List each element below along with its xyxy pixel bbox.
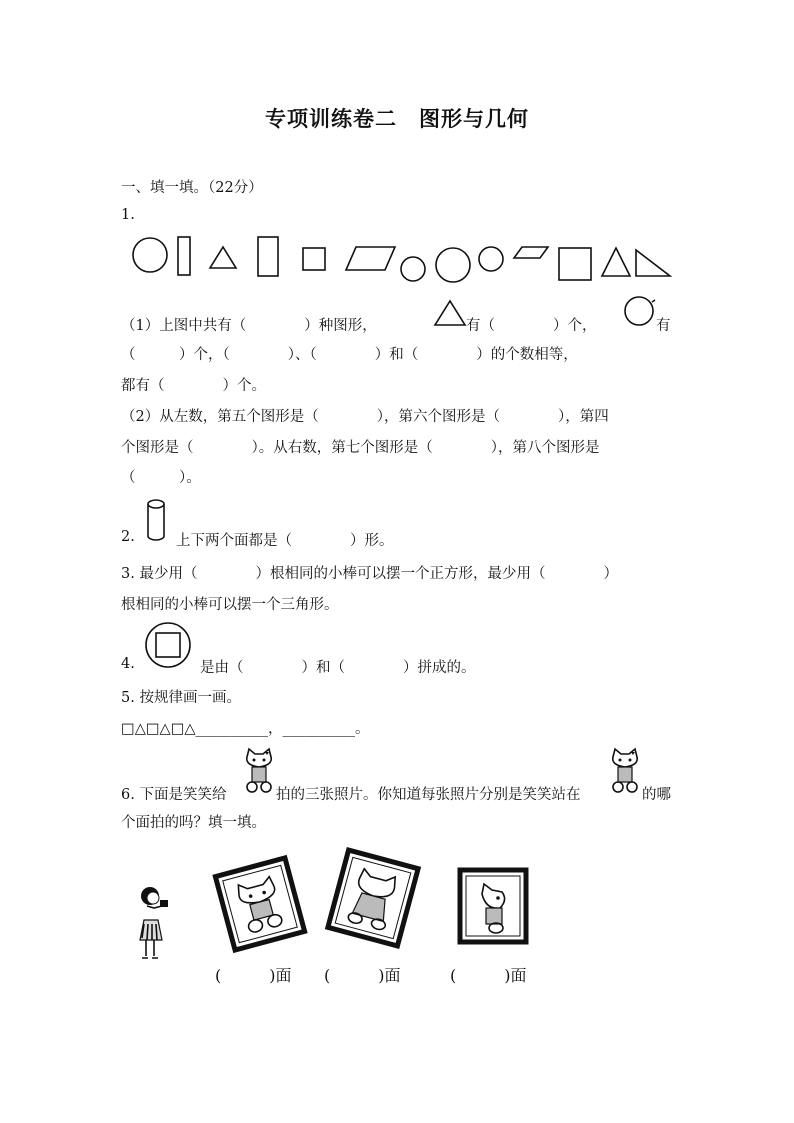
square-shape — [559, 248, 591, 280]
photo-front-view — [210, 854, 310, 954]
pattern-sequence: □△□△□△__________，__________。 — [121, 721, 370, 737]
question-5-text: 5. 按规律画一画。 — [121, 690, 241, 706]
q1-part2-text: （2）从左数，第五个图形是（ ），第六个图形是（ ），第四 — [121, 409, 609, 425]
cylinder-icon — [144, 498, 168, 544]
shapes-row — [0, 232, 794, 292]
circle-icon — [622, 294, 658, 330]
rectangle-shape — [258, 237, 278, 276]
q1-part1-text: （1）上图中共有（ ）种图形， — [121, 318, 377, 334]
q1-part1-text: 有 — [656, 318, 671, 334]
question-2-number: 2. — [121, 529, 135, 545]
circle-shape — [133, 238, 167, 272]
answer-blank-1[interactable]: ( )面 — [215, 966, 292, 985]
q1-part1-text: 有（ ）个， — [466, 318, 597, 334]
triangle-icon — [432, 298, 468, 328]
photo-side-view — [456, 866, 530, 946]
photo-back-view — [323, 846, 423, 950]
circle-shape — [436, 248, 470, 282]
right-triangle-shape — [636, 250, 670, 276]
triangle-shape — [210, 247, 236, 268]
triangle-shape — [602, 248, 630, 276]
question-1-number: 1. — [121, 207, 135, 223]
q1-part1-text: 都有（ ）个。 — [121, 378, 266, 394]
question-6-text: 6. 下面是笑笑给 — [121, 787, 227, 803]
question-4-text: 是由（ ）和（ ）拼成的。 — [200, 660, 476, 676]
parallelogram-shape — [514, 247, 548, 258]
cat-toy-icon — [243, 747, 275, 795]
q1-part1-text: （ ）个，（ ）、（ ）和（ ）的个数相等， — [121, 347, 578, 363]
question-6-text: 拍的三张照片。你知道每张照片分别是笑笑站在 — [276, 787, 581, 803]
question-6-text: 的哪 — [642, 787, 671, 803]
q1-part2-text: （ ）。 — [121, 470, 201, 486]
parallelogram-shape — [346, 247, 395, 270]
square-shape — [303, 248, 325, 270]
circle-shape — [401, 257, 425, 281]
answer-blank-3[interactable]: ( )面 — [450, 966, 527, 985]
circle-with-square-icon — [144, 621, 192, 669]
girl-with-camera-icon — [134, 884, 178, 964]
section-heading: 一、填一填。（22分） — [121, 180, 263, 196]
answer-blank-2[interactable]: ( )面 — [324, 966, 401, 985]
circle-shape — [479, 247, 503, 271]
question-6-text: 个面拍的吗？填一填。 — [121, 815, 266, 831]
q1-part2-text: 个图形是（ ）。从右数，第七个图形是（ ），第八个图形是 — [121, 440, 600, 456]
thin-rectangle-shape — [178, 237, 190, 275]
question-4-number: 4. — [121, 656, 135, 672]
question-3-text: 3. 最少用（ ）根相同的小棒可以摆一个正方形，最少用（ ） — [121, 566, 618, 582]
page-title: 专项训练卷二 图形与几何 — [265, 106, 529, 131]
cat-toy-icon — [609, 747, 641, 795]
question-3-text: 根相同的小棒可以摆一个三角形。 — [121, 597, 339, 613]
question-2-text: 上下两个面都是（ ）形。 — [176, 533, 394, 549]
